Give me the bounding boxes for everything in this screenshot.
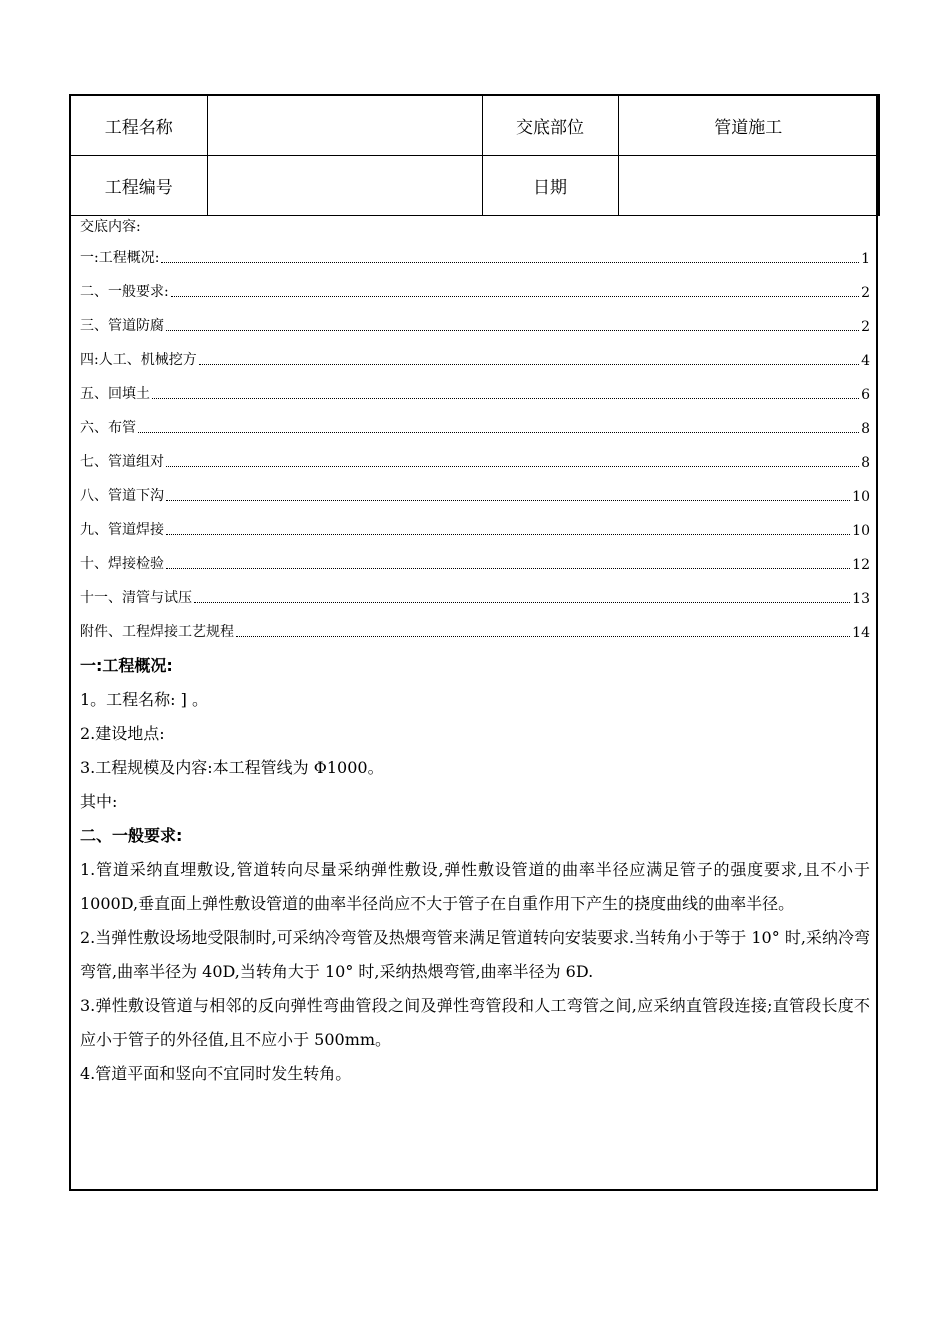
section-1-heading: 一:工程概况: bbox=[80, 656, 173, 675]
toc-item[interactable]: 五、回填土 6 bbox=[80, 386, 870, 403]
project-name-label: 工程名称 bbox=[70, 95, 207, 156]
toc-item[interactable]: 六、布管 8 bbox=[80, 420, 870, 437]
section-1-line: 3.工程规模及内容:本工程管线为 Φ1000。 bbox=[80, 758, 384, 777]
project-no-value bbox=[207, 156, 482, 216]
section-1-line: 1。工程名称: ] 。 bbox=[80, 690, 208, 709]
toc-item[interactable]: 二、一般要求: 2 bbox=[80, 284, 870, 301]
header-table bbox=[69, 94, 880, 216]
handover-part-value: 管道施工 bbox=[618, 95, 879, 156]
section-1-line: 其中: bbox=[80, 792, 118, 811]
section-2-paragraph: 3.弹性敷设管道与相邻的反向弹性弯曲管段之间及弹性弯管段和人工弯管之间,应采纳直管段连接;直管段长度不应小于管子的外径值,且不应小于 500mm。 bbox=[80, 996, 870, 1049]
toc-item[interactable]: 十一、清管与试压 13 bbox=[80, 590, 870, 607]
section-2-paragraph: 2.当弹性敷设场地受限制时,可采纳冷弯管及热煨弯管来满足管道转向安装要求.当转角小于等于 10° 时,采纳冷弯弯管,曲率半径为 40D,当转角大于 10° 时,采纳热煨弯管,曲率半径为 6D. bbox=[80, 928, 870, 981]
section-2-heading: 二、一般要求: bbox=[80, 826, 183, 845]
date-value bbox=[618, 156, 879, 216]
toc-item[interactable]: 八、管道下沟 10 bbox=[80, 488, 870, 505]
section-2-paragraph: 1.管道采纳直埋敷设,管道转向尽量采纳弹性敷设,弹性敷设管道的曲率半径应满足管子的强度要求,且不小于 1000D,垂直面上弹性敷设管道的曲率半径尚应不大于管子在自重作用下产生的挠度曲线的曲率半径。 bbox=[80, 860, 870, 913]
toc-item[interactable]: 三、管道防腐 2 bbox=[80, 318, 870, 335]
toc-list bbox=[80, 241, 870, 649]
toc-item[interactable]: 十、焊接检验 12 bbox=[80, 556, 870, 573]
handover-part-label: 交底部位 bbox=[482, 95, 618, 156]
toc-item[interactable]: 四:人工、机械挖方 4 bbox=[80, 352, 870, 369]
toc-title: 交底内容: bbox=[80, 219, 141, 235]
toc-item[interactable]: 一:工程概况: 1 bbox=[80, 250, 870, 267]
toc-item[interactable]: 附件、工程焊接工艺规程 14 bbox=[80, 624, 870, 641]
toc-item[interactable]: 九、管道焊接 10 bbox=[80, 522, 870, 539]
project-no-label: 工程编号 bbox=[70, 156, 207, 216]
project-name-value bbox=[207, 95, 482, 156]
section-2-paragraph: 4.管道平面和竖向不宜同时发生转角。 bbox=[80, 1064, 352, 1083]
date-label: 日期 bbox=[482, 156, 618, 216]
section-1-line: 2.建设地点: bbox=[80, 724, 165, 743]
document-body bbox=[80, 213, 870, 1091]
toc-item[interactable]: 七、管道组对 8 bbox=[80, 454, 870, 471]
